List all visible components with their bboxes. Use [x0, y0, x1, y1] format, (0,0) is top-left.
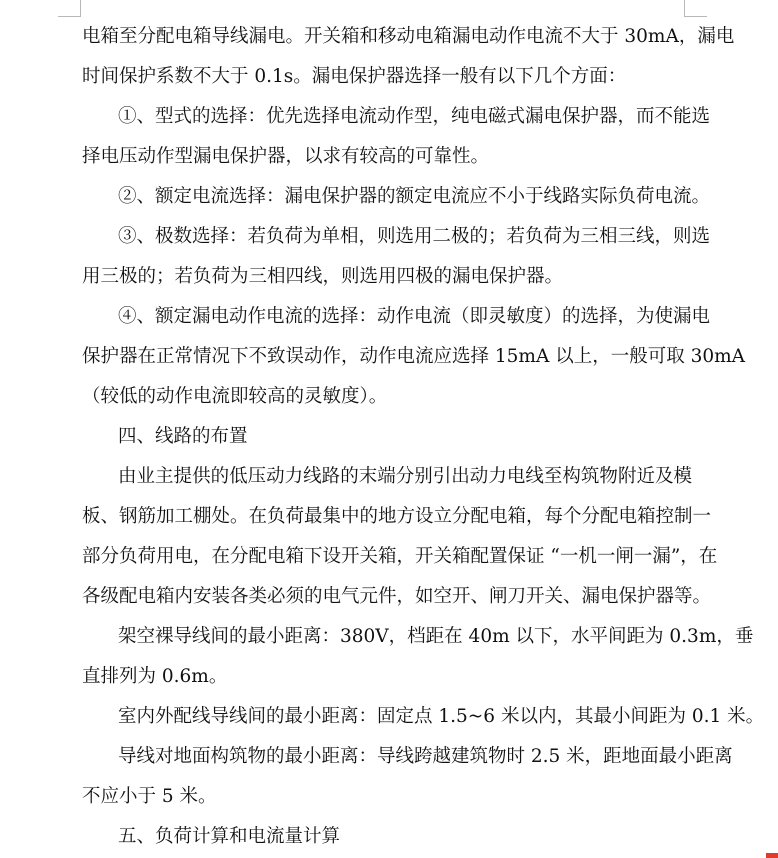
text-line: ④、额定漏电动作电流的选择：动作电流（即灵敏度）的选择，为使漏电: [118, 306, 711, 327]
text-line: 时间保护系数不大于 0.1s。漏电保护器选择一般有以下几个方面：: [82, 66, 627, 87]
text-line: （较低的动作电流即较高的灵敏度）。: [82, 386, 388, 407]
text-line: 用三极的；若负荷为三相四线，则选用四极的漏电保护器。: [82, 266, 564, 287]
section-heading: 五、负荷计算和电流量计算: [118, 826, 341, 847]
text-line: 直排列为 0.6m。: [82, 666, 228, 687]
section-heading: 四、线路的布置: [118, 426, 248, 447]
text-line: 部分负荷用电，在分配电箱下设开关箱，开关箱配置保证 “一机一闸一漏”，在: [82, 546, 718, 567]
page-corner-mark-left: [58, 0, 81, 17]
text-line: 室内外配线导线间的最小距离：固定点 1.5~6 米以内，其最小间距为 0.1 米。: [118, 706, 765, 727]
text-line: 导线对地面构筑物的最小距离：导线跨越建筑物时 2.5 米，距地面最小距离: [118, 746, 733, 767]
text-line: 架空裸导线间的最小距离：380V，档距在 40m 以下，水平间距为 0.3m，垂: [118, 626, 754, 647]
text-line: 电箱至分配电箱导线漏电。开关箱和移动电箱漏电动作电流不大于 30mA，漏电: [82, 26, 735, 47]
page-corner-mark-right: [684, 0, 707, 17]
corner-red-mark: [766, 853, 778, 858]
text-line: 择电压动作型漏电保护器，以求有较高的可靠性。: [82, 146, 490, 167]
text-line: 板、钢筋加工棚处。在负荷最集中的地方设立分配电箱，每个分配电箱控制一: [82, 506, 712, 527]
text-line: ②、额定电流选择：漏电保护器的额定电流应不小于线路实际负荷电流。: [118, 186, 711, 207]
text-line: 由业主提供的低压动力线路的末端分别引出动力电线至构筑物附近及模: [118, 466, 692, 487]
text-line: 各级配电箱内安装各类必须的电气元件，如空开、闸刀开关、漏电保护器等。: [82, 586, 712, 607]
text-line: ①、型式的选择：优先选择电流动作型，纯电磁式漏电保护器，而不能选: [118, 106, 711, 127]
text-line: ③、极数选择：若负荷为单相，则选用二极的；若负荷为三相三线，则选: [118, 226, 711, 247]
text-line: 不应小于 5 米。: [82, 786, 217, 807]
text-line: 保护器在正常情况下不致误动作，动作电流应选择 15mA 以上，一般可取 30mA: [82, 346, 746, 367]
